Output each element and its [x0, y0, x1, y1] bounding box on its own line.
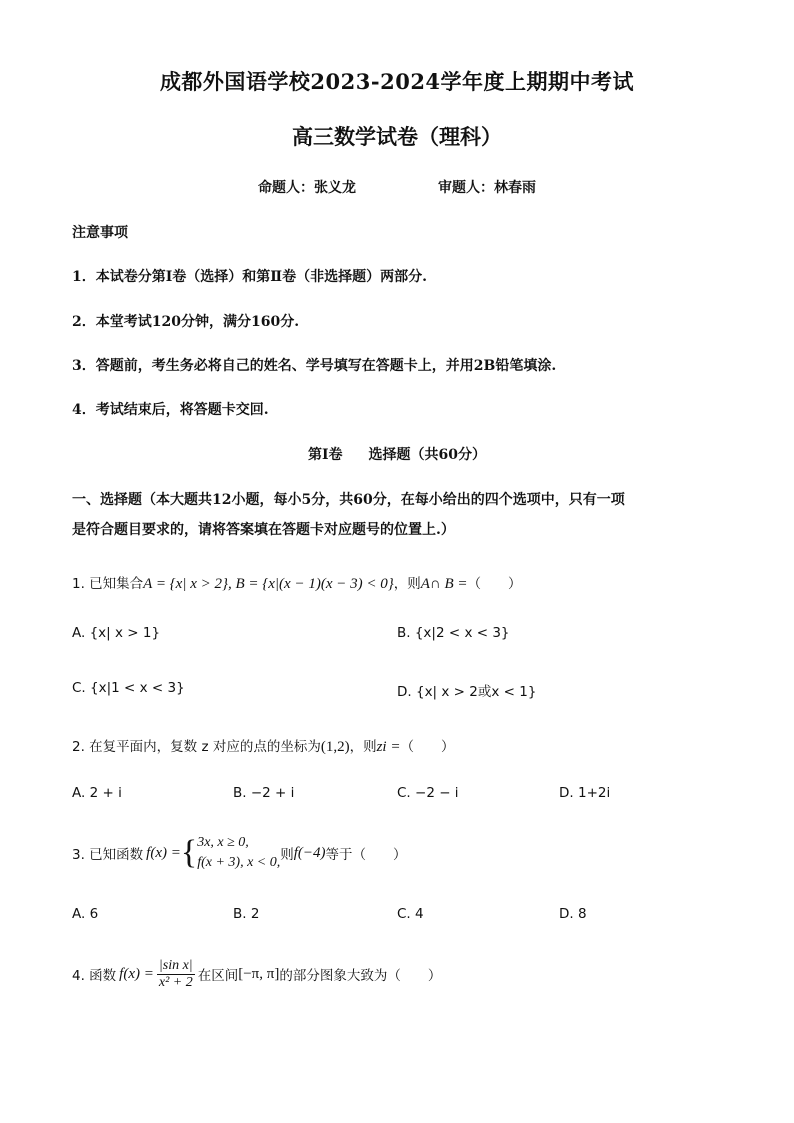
question-2-option-b[interactable]: B. −2 + i — [233, 785, 295, 801]
question-4-interval: [−π, π] — [238, 965, 280, 982]
exam-title: 成都外国语学校2023-2024学年度上期期中考试 — [159, 69, 635, 94]
reviewer-name: 审题人：林春雨 — [438, 180, 536, 196]
left-brace-icon: { — [180, 834, 198, 871]
notice-heading: 注意事项 — [72, 225, 128, 241]
question-1-stem: 1. 已知集合A = {x| x > 2}, B = {x|(x − 1)(x − 3) < 0}，则A∩ B =（ ） — [72, 576, 522, 592]
question-1-option-a[interactable]: A. {x| x > 1} — [72, 625, 161, 641]
question-3-function: f(x) = — [146, 844, 181, 861]
part-one-instructions-line1: 一、选择题（本大题共12小题，每小5分，共60分，在每小给出的四个选项中，只有一项 — [72, 492, 625, 508]
question-2-option-d[interactable]: D. 1+2i — [559, 785, 611, 801]
question-1-option-b[interactable]: B. {x|2 < x < 3} — [397, 625, 510, 641]
fraction-numerator: |sin x| — [157, 958, 195, 975]
section-heading — [0, 444, 794, 464]
question-4-function: f(x) = — [119, 965, 154, 982]
notice-item: 3．答题前，考生务必将自己的姓名、学号填写在答题卡上，并用2B铅笔填涂. — [72, 358, 557, 374]
section-name: 第Ⅰ卷 — [307, 447, 343, 463]
question-1-option-c[interactable]: C. {x|1 < x < 3} — [72, 680, 185, 696]
question-2-coordinates: (1,2) — [320, 739, 350, 755]
question-1-sets: A = {x| x > 2}, B = {x|(x − 1)(x − 3) < 0} — [143, 576, 394, 592]
question-2-option-c[interactable]: C. −2 − i — [397, 785, 459, 801]
question-1-option-d[interactable]: D. {x| x > 2或x < 1} — [397, 684, 537, 700]
question-2-expression: zi = — [376, 739, 401, 755]
question-2-stem: 2. 在复平面内，复数 z 对应的点的坐标为(1,2)，则zi =（ ） — [72, 739, 455, 755]
question-3-option-a[interactable]: A. 6 — [72, 906, 99, 922]
notice-item: 1．本试卷分第Ⅰ卷（选择）和第Ⅱ卷（非选择题）两部分. — [72, 269, 427, 285]
author-name: 命题人：张义龙 — [258, 180, 356, 196]
question-4-fraction — [157, 958, 195, 991]
exam-subtitle: 高三数学试卷（理科） — [292, 124, 502, 149]
fraction-denominator: x² + 2 — [158, 974, 193, 990]
question-1-intersection: A∩ B = — [420, 576, 468, 592]
question-3-option-b[interactable]: B. 2 — [233, 906, 260, 922]
question-3-stem: 3. 已知函数 f(x) = { 3x, x ≥ 0, f(x + 3), x < 0, 则 f(−4) 等于（ ） — [72, 834, 407, 871]
question-2-option-a[interactable]: A. 2 + i — [72, 785, 122, 801]
section-desc: 选择题（共60分） — [368, 447, 487, 463]
notice-item: 4．考试结束后，将答题卡交回. — [72, 402, 269, 418]
question-3-option-d[interactable]: D. 8 — [559, 906, 587, 922]
question-4-stem: 4. 函数 f(x) = $\frac{\text{|sin x|}}{\text{x² + 2}}$ 在区间 [−π, π] 的部分图象大致为（ ） — [72, 957, 442, 990]
authors-line — [0, 177, 794, 197]
piecewise-case-1: 3x, x ≥ 0, — [197, 835, 249, 850]
piecewise-case-2: f(x + 3), x < 0, — [197, 855, 281, 870]
notice-item: 2．本堂考试120分钟，满分160分. — [72, 314, 300, 330]
question-3-option-c[interactable]: C. 4 — [397, 906, 424, 922]
part-one-instructions-line2: 是符合题目要求的，请将答案填在答题卡对应题号的位置上.） — [72, 522, 455, 538]
question-3-value: f(−4) — [293, 844, 326, 861]
question-3-piecewise — [197, 833, 280, 873]
